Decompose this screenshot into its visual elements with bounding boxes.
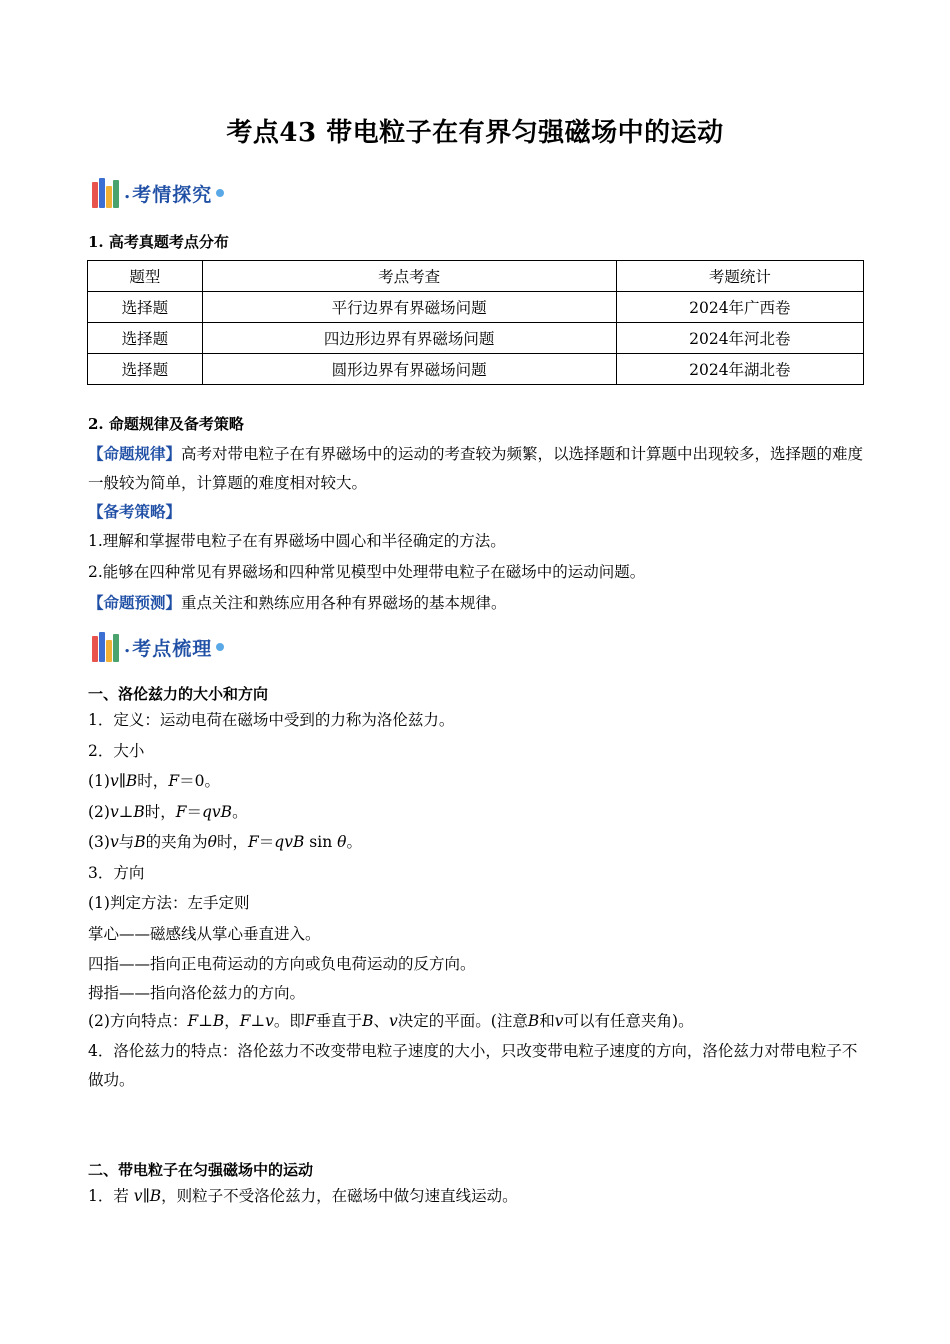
part2-line-1: 1．若 v∥B，则粒子不受洛伦兹力，在磁场中做匀速直线运动。	[88, 1187, 518, 1205]
part2-heading: 二、带电粒子在匀强磁场中的运动	[88, 1161, 314, 1179]
books-icon	[92, 178, 120, 208]
dot-icon	[216, 189, 224, 197]
size-case-3: (3)v与B的夹角为θ时，F＝qvB sin θ。	[88, 833, 362, 851]
books-icon	[92, 632, 120, 662]
table-cell: 选择题	[88, 292, 203, 323]
section-badge-kaoqing: . 考情探究	[92, 176, 224, 210]
table-cell: 平行边界有界磁场问题	[202, 292, 616, 323]
predict-text: 重点关注和熟练应用各种有界磁场的基本规律。	[181, 594, 507, 612]
table-cell: 选择题	[88, 354, 203, 385]
strategy-label: 【备考策略】	[88, 502, 182, 521]
direction-method: (1)判定方法：左手定则	[88, 894, 250, 912]
predict-paragraph	[88, 588, 864, 618]
rule-label: 【命题规律】	[88, 444, 182, 463]
strategy-item-2: 2.能够在四种常见有界磁场和四种常见模型中处理带电粒子在磁场中的运动问题。	[88, 563, 646, 581]
rule-text: 高考对带电粒子在有界磁场中的运动的考查较为频繁，以选择题和计算题中出现较多，选择题的难度一般较为简单，计算题的难度相对较大。	[88, 445, 864, 492]
size-case-1: (1)v∥B时，F＝0。	[88, 772, 220, 790]
direction-thumb: 拇指——指向洛伦兹力的方向。	[88, 984, 306, 1002]
rule-paragraph	[88, 439, 864, 498]
direction-palm: 掌心——磁感线从掌心垂直进入。	[88, 925, 321, 943]
direction-feature: (2)方向特点：F⊥B，F⊥v。即F垂直于B、v决定的平面。(注意B和v可以有任意夹角)。	[88, 1012, 694, 1030]
section2-heading: 2. 命题规律及备考策略	[88, 415, 244, 433]
strategy-item-1: 1.理解和掌握带电粒子在有界磁场中圆心和半径确定的方法。	[88, 532, 506, 550]
section1-heading: 1. 高考真题考点分布	[88, 233, 229, 251]
page-title: 考点43 带电粒子在有界匀强磁场中的运动	[226, 118, 724, 148]
exam-distribution-table	[87, 260, 864, 385]
definition-line: 1．定义：运动电荷在磁场中受到的力称为洛伦兹力。	[88, 711, 455, 729]
table-header: 考点考查	[202, 261, 616, 292]
badge-label: 考点梳理	[132, 637, 213, 660]
direction-fingers: 四指——指向正电荷运动的方向或负电荷运动的反方向。	[88, 955, 476, 973]
part1-heading: 一、洛伦兹力的大小和方向	[88, 685, 269, 703]
size-heading: 2．大小	[88, 742, 145, 760]
table-header: 考题统计	[616, 261, 863, 292]
table-cell: 2024年河北卷	[616, 323, 863, 354]
table-row	[88, 323, 864, 354]
direction-heading: 3．方向	[88, 864, 145, 882]
table-cell: 2024年广西卷	[616, 292, 863, 323]
table-cell: 2024年湖北卷	[616, 354, 863, 385]
table-cell: 圆形边界有界磁场问题	[202, 354, 616, 385]
table-header-row	[88, 261, 864, 292]
table-row	[88, 354, 864, 385]
predict-label: 【命题预测】	[88, 593, 182, 612]
size-case-2: (2)v⊥B时，F＝qvB。	[88, 803, 248, 821]
dot-icon	[216, 643, 224, 651]
table-header: 题型	[88, 261, 203, 292]
table-cell: 四边形边界有界磁场问题	[202, 323, 616, 354]
lorentz-feature: 4．洛伦兹力的特点：洛伦兹力不改变带电粒子速度的大小，只改变带电粒子速度的方向，洛伦兹力对带电粒子不做功。	[88, 1042, 858, 1089]
badge-label: 考情探究	[132, 183, 213, 206]
table-cell: 选择题	[88, 323, 203, 354]
table-row	[88, 292, 864, 323]
section-badge-kaodian: . 考点梳理	[92, 630, 224, 664]
